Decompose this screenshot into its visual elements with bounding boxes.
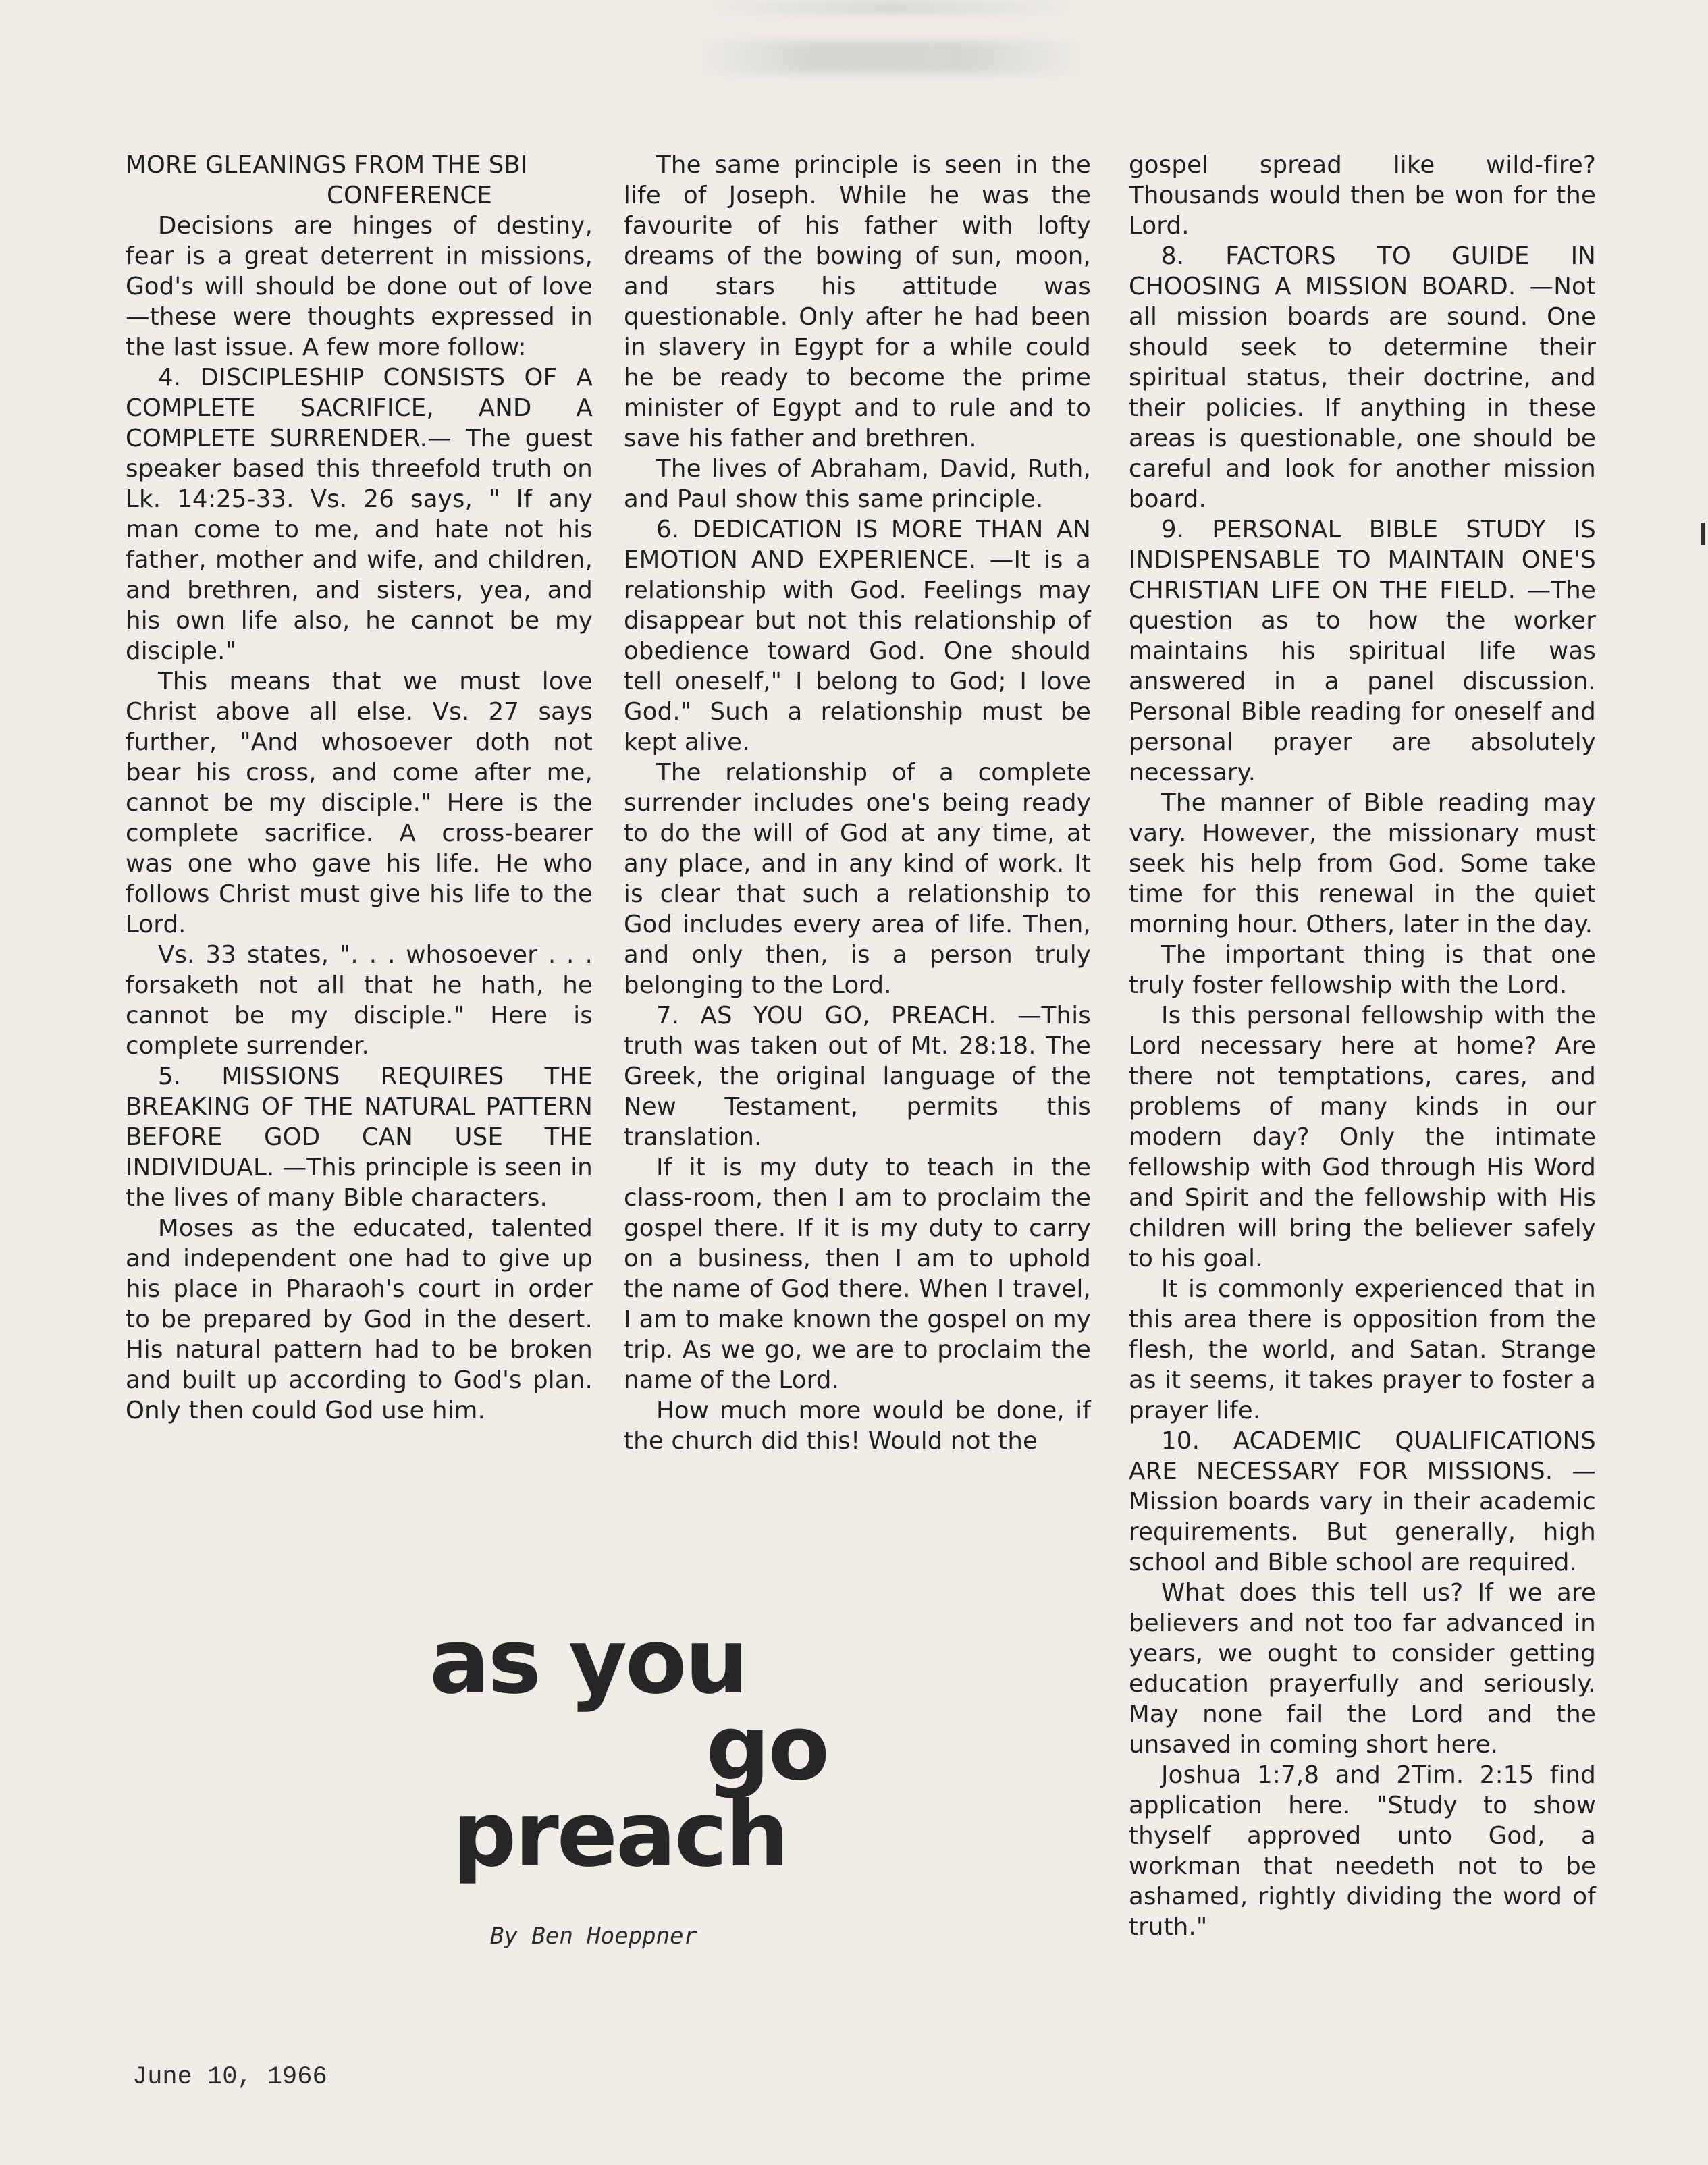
paragraph: Decisions are hinges of destiny, fear is a great deterrent in missions, God's will should be done out of love—these were thoughts expressed in the last issue. A few more follow: — [126, 212, 593, 361]
paragraph: What does this tell us? If we are believers and not too far advanced in years, we ought to consider getting education prayerfully and seriously. May none fail the Lord and the unsaved in coming short here. — [1129, 1579, 1596, 1759]
paragraph: How much more would be done, if the church did this! Would not the — [624, 1397, 1091, 1455]
paragraph: 10. ACADEMIC QUALIFICATIONS ARE NECESSARY FOR MISSIONS. —Mission boards vary in their academic requirements. But generally, high school and Bible school are required. — [1129, 1427, 1596, 1576]
paragraph: The lives of Abraham, David, Ruth, and Paul show this same principle. — [624, 455, 1091, 513]
publication-date: June 10, 1966 — [132, 2063, 327, 2091]
paragraph: The important thing is that one truly foster fellowship with the Lord. — [1129, 941, 1596, 999]
paragraph: Joshua 1:7,8 and 2Tim. 2:15 find application here. "Study to show thyself approved unto God, a workman that needeth not to be ashamed, rightly dividing the word of truth." — [1129, 1761, 1596, 1941]
paragraph: The manner of Bible reading may vary. However, the missionary must seek his help from God. Some take time for this renewal in the quiet morning hour. Others, later in the day. — [1129, 789, 1596, 938]
paragraph: Moses as the educated, talented and independent one had to give up his place in Pharaoh's court in order to be prepared by God in the desert. His natural pattern had to be broken and built up according to God's plan. Only then could God use him. — [126, 1214, 593, 1424]
paragraph: It is commonly experienced that in this area there is opposition from the flesh, the world, and Satan. Strange as it seems, it takes prayer to foster a prayer life. — [1129, 1275, 1596, 1424]
paragraph: 6. DEDICATION IS MORE THAN AN EMOTION AND EXPERIENCE. —It is a relationship with God. Feelings may disappear but not this relationship of obedience toward God. One should tell oneself," I belong to God; I love God." Such a relationship must be kept alive. — [624, 516, 1091, 756]
byline: By Ben Hoeppner — [490, 1923, 698, 1950]
article-column-1 — [126, 150, 593, 1426]
paragraph: 4. DISCIPLESHIP CONSISTS OF A COMPLETE SACRIFICE, AND A COMPLETE SURRENDER.— The guest speaker based this threefold truth on Lk. 14:25-33. Vs. 26 says, " If any man come to me, and hate not his father, mother and wife, and children, and brethren, and sisters, yea, and his own life also, he cannot be my disciple." — [126, 364, 593, 665]
headline-line: go — [705, 1696, 828, 1800]
paragraph: Is this personal fellowship with the Lord necessary here at home? Are there not temptations, cares, and problems of many kinds in our modern day? Only the intimate fellowship with God through His Word and Spirit and the fellowship with His children will bring the believer safely to his goal. — [1129, 1002, 1596, 1273]
article-title — [126, 150, 593, 211]
article-column-2 — [624, 150, 1091, 1456]
paragraph: 5. MISSIONS REQUIRES THE BREAKING OF THE NATURAL PATTERN BEFORE GOD CAN USE THE INDIVIDUAL. —This principle is seen in the lives of many Bible characters. — [126, 1063, 593, 1212]
paragraph: 7. AS YOU GO, PREACH. —This truth was taken out of Mt. 28:18. The Greek, the original language of the New Testament, permits this translation. — [624, 1002, 1091, 1151]
headline-line: as you — [429, 1610, 747, 1714]
paragraph: Vs. 33 states, ". . . whosoever . . . forsaketh not all that he hath, he cannot be my disciple." Here is complete surrender. — [126, 941, 593, 1060]
paragraph: This means that we must love Christ above all else. Vs. 27 says further, "And whosoever doth not bear his cross, and come after me, cannot be my disciple." Here is the complete sacrifice. A cross-bearer was one who gave his life. He who follows Christ must give his life to the Lord. — [126, 668, 593, 938]
headline-line: preach — [452, 1783, 788, 1887]
paragraph: The relationship of a complete surrender includes one's being ready to do the will of God at any time, at any place, and in any kind of work. It is clear that such a relationship to God includes every area of life. Then, and only then, is a person truly belonging to the Lord. — [624, 759, 1091, 999]
article-headline — [429, 1610, 834, 1887]
print-smudge — [695, 41, 1087, 74]
paragraph: If it is my duty to teach in the class-room, then I am to proclaim the gospel there. If it is my duty to carry on a business, then I am to uphold the name of God there. When I travel, I am to make known the gospel on my trip. As we go, we are to proclaim the name of the Lord. — [624, 1154, 1091, 1394]
article-column-3 — [1129, 150, 1596, 1942]
paragraph: The same principle is seen in the life of Joseph. While he was the favourite of his father with lofty dreams of the bowing of sun, moon, and stars his attitude was questionable. Only after he had been in slavery in Egypt for a while could he be ready to become the prime minister of Egypt and to rule and to save his father and brethren. — [624, 151, 1091, 452]
article-title-line: CONFERENCE — [327, 182, 493, 209]
paragraph: 9. PERSONAL BIBLE STUDY IS INDISPENSABLE TO MAINTAIN ONE'S CHRISTIAN LIFE ON THE FIELD. —The question as to how the worker maintains his spiritual life was answered in a panel discussion. Personal Bible reading for oneself and personal prayer are absolutely necessary. — [1129, 516, 1596, 786]
paragraph: 8. FACTORS TO GUIDE IN CHOOSING A MISSION BOARD. —Not all mission boards are sound. One should seek to determine their spiritual status, their doctrine, and their policies. If anything in these areas is questionable, one should be careful and look for another mission board. — [1129, 242, 1596, 513]
article-title-line: MORE GLEANINGS FROM THE SBI — [126, 151, 528, 179]
paragraph: gospel spread like wild-fire? Thousands would then be won for the Lord. — [1129, 151, 1596, 240]
edge-mark — [1701, 523, 1705, 545]
print-smudge — [702, 0, 1080, 15]
